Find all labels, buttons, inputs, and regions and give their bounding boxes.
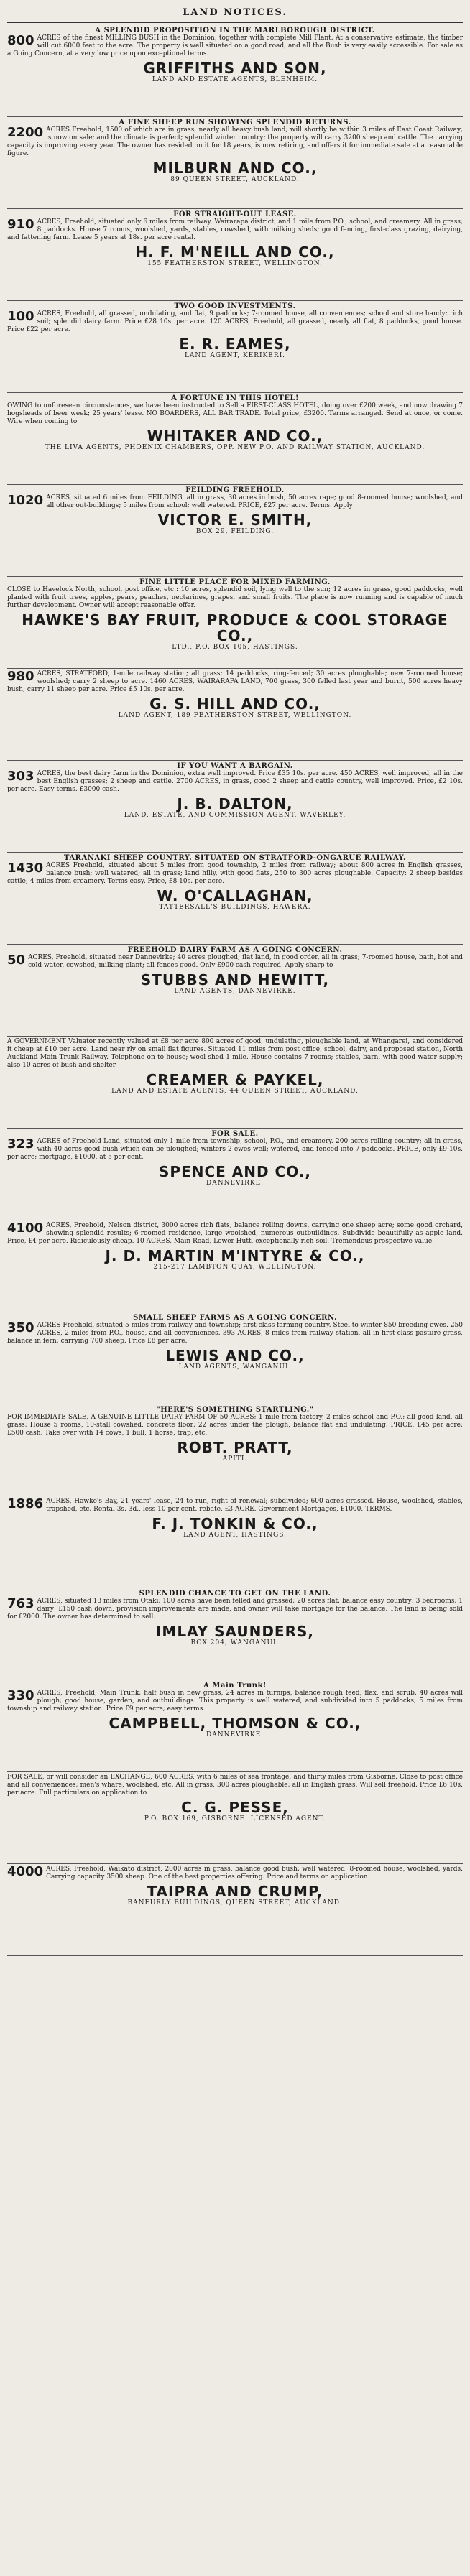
ad-lead-figure: 323	[7, 1136, 34, 1152]
ad-headline: FOR STRAIGHT-OUT LEASE.	[173, 210, 297, 218]
ad-agent-name: LEWIS AND CO.,	[165, 1347, 305, 1364]
ad-body	[7, 218, 463, 242]
ad-headline: TWO GOOD INVESTMENTS.	[174, 302, 296, 310]
ad-lead-figure: 910	[7, 217, 34, 232]
ad-agent-address: TATTERSALL'S BUILDINGS, HAWERA.	[159, 904, 311, 911]
ad-text: ACRES, STRATFORD, 1-mile railway station; all grass; 14 paddocks, ring-fenced; 30 acres ploughable; new 7-roomed house; woolshed; carry 2 sheep to acre. 1460 ACRES, WAIRARAPA LAND, 700 grass, 300 felled last year and burnt, 500 acres heavy bush; carry 11 sheep per acre. Price £5 10s. per acre.	[7, 670, 463, 693]
ad-lead-figure: 330	[7, 1688, 34, 1703]
ad-body	[7, 310, 463, 334]
ad-headline: SMALL SHEEP FARMS AS A GOING CONCERN.	[133, 1314, 337, 1322]
classified-ad	[7, 25, 463, 117]
ad-body	[7, 1222, 463, 1246]
ad-agent-address: LAND AND ESTATE AGENTS, BLENHEIM.	[152, 76, 318, 83]
ad-text: ACRES, Freehold, Waikato district, 2000 acres in grass, balance good bush; well watered; 8-roomed house, woolshed, yards. Carrying capacity 3500 sheep. One of the best properties offering. Price and terms on application.	[46, 1866, 463, 1881]
classified-ad	[7, 1680, 463, 1772]
ad-agent-name: TAIPRA AND CRUMP,	[147, 1883, 323, 1900]
ad-body	[7, 402, 463, 426]
ad-text: ACRES, Freehold, situated only 6 miles from railway, Wairarapa district, and 1 mile from P.O., school, and creamery. All in grass; 8 paddocks. House 7 rooms, woolshed, yards, stables, cowshed, with milking sheds; good fencing, first-class grazing, dairying, and fattening farm. Lease 5 years at 18s. per acre rental.	[7, 218, 463, 241]
classified-ad	[7, 1220, 463, 1312]
ad-agent-name: ROBT. PRATT,	[177, 1439, 293, 1456]
ad-agent-address: DANNEVIRKE.	[206, 1731, 264, 1738]
ad-agent-address: LTD., P.O. BOX 105, HASTINGS.	[172, 644, 298, 651]
ad-agent-name: SPENCE AND CO.,	[159, 1163, 311, 1180]
ad-body	[7, 494, 463, 510]
ad-lead-figure: 1020	[7, 493, 44, 508]
ad-body	[7, 1414, 463, 1437]
divider	[7, 22, 463, 23]
ad-agent-name: WHITAKER AND CO.,	[147, 427, 323, 445]
ad-headline: FOR SALE.	[211, 1130, 259, 1138]
ad-agent-name: STUBBS AND HEWITT,	[140, 971, 330, 988]
ad-agent-name: C. G. PESSE,	[181, 1799, 289, 1816]
ad-lead-figure: 1886	[7, 1496, 44, 1511]
classified-ad	[7, 945, 463, 1037]
ad-agent-name: IMLAY SAUNDERS,	[155, 1623, 314, 1640]
ad-headline: TARANAKI SHEEP COUNTRY. SITUATED ON STRATFORD-ONGARUE RAILWAY.	[63, 854, 406, 862]
ads-column	[7, 25, 463, 1956]
ad-lead-figure: 800	[7, 33, 34, 48]
page-title: LAND NOTICES.	[183, 7, 287, 18]
ad-text: ACRES, Freehold, situated near Dannevirke; 40 acres ploughed; flat land, in good order, all in grass; 7-roomed house, bath, hot and cold water, cowshed, milking plant; all fences good. Only £900 cash required. Apply sharp to	[28, 954, 463, 969]
classified-ad	[7, 1404, 463, 1496]
ad-headline: FINE LITTLE PLACE FOR MIXED FARMING.	[139, 578, 331, 586]
ad-agent-address: LAND AGENTS, WANGANUI.	[178, 1363, 292, 1371]
ad-agent-name: HAWKE'S BAY FRUIT, PRODUCE & COOL STORAGE CO.,	[22, 611, 448, 644]
classified-ad	[7, 853, 463, 945]
ad-body	[7, 1866, 463, 1881]
ad-headline: A FORTUNE IN THIS HOTEL!	[171, 394, 299, 402]
classified-ad	[7, 577, 463, 669]
ad-headline: IF YOU WANT A BARGAIN.	[177, 762, 293, 770]
ad-agent-name: VICTOR E. SMITH,	[157, 511, 313, 529]
ad-headline: SPLENDID CHANCE TO GET ON THE LAND.	[139, 1590, 331, 1598]
ad-lead-figure: 4100	[7, 1220, 44, 1236]
ad-agent-address: THE LIVA AGENTS, PHOENIX CHAMBERS, OPP. NEW P.O. AND RAILWAY STATION, AUCKLAND.	[45, 444, 425, 451]
ad-text: FOR IMMEDIATE SALE, A GENUINE LITTLE DAIRY FARM OF 50 ACRES; 1 mile from factory, 2 miles school and P.O.; all good land, all grass; House 5 rooms, 10-stall cowshed, concrete floor; 22 acres under the plough, balance flat and undulating. PRICE, £45 per acre; £500 cash. Take over with 14 cows, 1 bull, 1 horse, trap, etc.	[7, 1414, 463, 1437]
ad-agent-address: P.O. BOX 169, GISBORNE. LICENSED AGENT.	[144, 1815, 326, 1822]
ad-agent-address: LAND, ESTATE, AND COMMISSION AGENT, WAVERLEY.	[124, 812, 346, 819]
ad-lead-figure: 1430	[7, 861, 44, 876]
ad-agent-address: LAND AGENT, KERIKERI.	[184, 352, 286, 359]
ad-lead-figure: 100	[7, 309, 34, 324]
ad-agent-name: W. O'CALLAGHAN,	[157, 887, 313, 904]
ad-lead-figure: 350	[7, 1320, 34, 1335]
ad-headline: FREEHOLD DAIRY FARM AS A GOING CONCERN.	[127, 946, 343, 954]
ad-agent-name: CREAMER & PAYKEL,	[146, 1071, 324, 1088]
ad-body	[7, 126, 463, 158]
classified-ad	[7, 761, 463, 853]
ad-body	[7, 1322, 463, 1345]
classified-ad	[7, 393, 463, 485]
ad-text: ACRES, situated 13 miles from Otaki; 100 acres have been felled and grassed; 20 acres flat; balance easy country; 3 bedrooms; 1 dairy; £150 cash down, provision improvements are made, and owner will take mortgage for the balance. The land is being sold for £2000. The owner has determined to sell.	[7, 1598, 463, 1621]
classified-ad	[7, 1772, 463, 1864]
ad-text: ACRES, the best dairy farm in the Dominion, extra well improved. Price £35 10s. per acre. 450 ACRES, well improved, all in the best English grasses; 2 sheep and cattle. 2700 ACRES, in grass, good 2 sheep and cattle country, well improved. Price, £2 10s. per acre. Easy terms. £3000 cash.	[7, 770, 463, 793]
ad-text: OWING to unforeseen circumstances, we have been instructed to Sell a FIRST-CLASS HOTEL, doing over £200 week, and now drawing 7 hogsheads of beer week; 25 years' lease. NO BOARDERS, ALL BAR TRADE. Total price, £3200. Terms arranged. Send at once, or come. Wire when coming to	[7, 402, 463, 425]
classified-ad	[7, 1864, 463, 1956]
ad-headline: A FINE SHEEP RUN SHOWING SPLENDID RETURNS.	[119, 119, 351, 126]
classified-ad	[7, 117, 463, 209]
ad-lead-figure: 4000	[7, 1864, 44, 1879]
ad-text: A GOVERNMENT Valuator recently valued at £8 per acre 800 acres of good, undulating, ploughable land, at Whangarei, and considered it cheap at £10 per acre. Land near rly on small flat figures. Situated 11 miles from post office, school, dairy, and proposed station, North Auckland Main Trunk Railway. Telephone on to house; wool shed 1 mile. House contains 7 rooms; stables, barn, with good water supply; also 10 acres of bush and shelter.	[7, 1038, 463, 1069]
ad-text: ACRES, situated 6 miles from FEILDING, all in grass, 30 acres in bush, 50 acres rape; good 8-roomed house; woolshed, and all other out-buildings; 5 miles from school; well watered. PRICE, £27 per acre. Terms. Apply	[46, 494, 463, 509]
ad-text: ACRES, Hawke's Bay, 21 years' lease, 24 to run, right of renewal; subdivided; 600 acres grassed. House, woolshed, stables, trapshed, etc. Rental 3s. 3d., less 10 per cent. rebate. £3 ACRE. Government Mortgages, £1000. TERMS.	[46, 1498, 463, 1513]
ad-text: ACRES Freehold, 1500 of which are in grass; nearly all heavy bush land; will shortly be within 3 miles of East Coast Railway; is now on sale; and the climate is perfect; splendid winter country; the property will carry 3200 sheep and cattle. The carrying capacity is improving every year. The owner has resided on it for 18 years, is now retiring, and offers it for immediate sale at a reasonable figure.	[7, 126, 463, 157]
ad-lead-figure: 763	[7, 1596, 34, 1611]
ad-lead-figure: 50	[7, 953, 26, 968]
ad-agent-address: LAND AGENTS, DANNEVIRKE.	[174, 988, 296, 995]
ad-text: ACRES, Freehold, Main Trunk; half bush in new grass, 24 acres in turnips, balance rough feed, flax, and scrub. 40 acres will plough; good house, garden, and outbuildings. This property is well watered, and subdivided into 5 paddocks; 5 miles from township and railway station. Price £9 per acre; easy terms.	[7, 1690, 463, 1713]
ad-text: FOR SALE, or will consider an EXCHANGE, 600 ACRES, with 6 miles of sea frontage, and thirty miles from Gisborne. Close to post office and all conveniences; men's whare, woolshed, etc. All in grass, 300 acres ploughable; all in English grass. Will sell freehold. Price £6 10s. per acre. Full particulars on application to	[7, 1774, 463, 1797]
ad-agent-address: DANNEVIRKE.	[206, 1180, 264, 1187]
ad-headline: "HERE'S SOMETHING STARTLING."	[156, 1406, 314, 1414]
ad-text: ACRES, Freehold, Nelson district, 3000 acres rich flats, balance rolling downs, carrying one sheep acre; some good orchard, showing splendid results; 6-roomed residence, large woolshed, numerous outbuildings. Subdivide beautifully as apple land. Price, £4 per acre. Ridiculously cheap. 10 ACRES, Main Road, Lower Hutt, exceptionally rich soil. Tremendous prospective value.	[7, 1222, 463, 1245]
ad-agent-name: GRIFFITHS AND SON,	[143, 60, 327, 77]
ad-agent-name: H. F. M'NEILL AND CO.,	[135, 244, 335, 261]
ad-agent-name: CAMPBELL, THOMSON & CO.,	[109, 1715, 361, 1732]
ad-body	[7, 1690, 463, 1713]
ad-headline: A Main Trunk!	[203, 1682, 267, 1690]
ad-agent-address: BOX 29, FEILDING.	[195, 528, 275, 535]
classified-ad	[7, 485, 463, 577]
ad-agent-address: 215-217 LAMBTON QUAY, WELLINGTON.	[153, 1264, 317, 1271]
ad-agent-address: 155 FEATHERSTON STREET, WELLINGTON.	[147, 260, 323, 267]
ad-headline: A SPLENDID PROPOSITION IN THE MARLBOROUGH DISTRICT.	[95, 27, 375, 34]
ad-agent-address: LAND AND ESTATE AGENTS, 44 QUEEN STREET, AUCKLAND.	[111, 1088, 359, 1095]
ad-body	[7, 1774, 463, 1797]
ad-agent-address: BANFURLY BUILDINGS, QUEEN STREET, AUCKLAND.	[127, 1899, 343, 1906]
ad-body	[7, 670, 463, 694]
classified-ad	[7, 1496, 463, 1588]
ad-text: CLOSE to Havelock North, school, post office, etc.: 10 acres, splendid soil, lying well to the sun; 12 acres in grass, good paddocks, well planted with fruit trees, apples, pears, peaches, nectarines, grapes, and small fruits. The place is now running and is capable of much further development. Owner will accept reasonable offer.	[7, 586, 463, 609]
ad-body	[7, 1038, 463, 1070]
ad-lead-figure: 980	[7, 669, 34, 684]
land-notices-page	[7, 7, 463, 2562]
ad-agent-address: 89 QUEEN STREET, AUCKLAND.	[170, 176, 300, 183]
ad-body	[7, 1138, 463, 1162]
ad-text: ACRES Freehold, situated about 5 miles from good township, 2 miles from railway; about 800 acres in English grasses, balance bush; well watered; all in grass; land hilly, with good flats, 250 to 300 acres ploughable. Capacity: 2 sheep besides cattle; 4 miles from creamery. Terms easy. Price, £8 10s. per acre.	[7, 862, 463, 885]
ad-agent-address: BOX 204, WANGANUI.	[190, 1639, 280, 1646]
ad-agent-name: J. B. DALTON,	[177, 795, 293, 812]
ad-lead-figure: 2200	[7, 125, 44, 140]
ad-body	[7, 34, 463, 58]
ad-agent-name: F. J. TONKIN & CO.,	[152, 1515, 318, 1532]
classified-ad	[7, 1037, 463, 1129]
ad-body	[7, 954, 463, 970]
classified-ad	[7, 1129, 463, 1220]
classified-ad	[7, 209, 463, 301]
ad-lead-figure: 303	[7, 769, 34, 784]
ad-body	[7, 586, 463, 610]
classified-ad	[7, 301, 463, 393]
ad-headline: FEILDING FREEHOLD.	[185, 486, 285, 494]
ad-agent-address: LAND AGENT, HASTINGS.	[183, 1532, 287, 1539]
classified-ad	[7, 1588, 463, 1680]
ad-text: ACRES, Freehold, all grassed, undulating, and flat, 9 paddocks; 7-roomed house, all conveniences; school and store handy; rich soil; splendid dairy farm. Price £28 10s. per acre. 120 ACRES, Freehold, all grassed, nearly all flat, 8 paddocks, good house. Price £22 per acre.	[7, 310, 463, 333]
ad-agent-name: MILBURN AND CO.,	[152, 159, 318, 177]
ad-text: ACRES of Freehold Land, situated only 1-mile from township, school, P.O., and creamery. 200 acres rolling country; all in grass, with 40 acres good bush which can be ploughed; winters 2 ewes well; watered, and fenced into 7 paddocks. PRICE, only £9 10s. per acre; mortgage, £1000, at 5 per cent.	[7, 1138, 463, 1161]
ad-agent-address: LAND AGENT, 189 FEATHERSTON STREET, WELLINGTON.	[118, 712, 352, 719]
ad-agent-name: G. S. HILL AND CO.,	[149, 695, 321, 713]
ad-body	[7, 862, 463, 886]
ad-text: ACRES of the finest MILLING BUSH in the Dominion, together with complete Mill Plant. At a conservative estimate, the timber will cut 6000 feet to the acre. The property is well situated on a good road, and all the Bush is very easily accessible. For sale as a Going Concern, at a very low price upon exceptional terms.	[7, 34, 463, 57]
ad-agent-address: APITI.	[222, 1455, 248, 1463]
classified-ad	[7, 669, 463, 761]
ad-body	[7, 1598, 463, 1621]
ad-body	[7, 770, 463, 794]
ad-text: ACRES Freehold, situated 5 miles from railway and township; first-class farming country. Steel to winter 850 breeding ewes. 250 ACRES, 2 miles from P.O., house, and all conveniences. 393 ACRES, 8 miles from railway station, all in first-class pasture grass, balance in fern; carrying 700 sheep. Price £8 per acre.	[7, 1322, 463, 1345]
ad-agent-name: J. D. MARTIN M'INTYRE & CO.,	[105, 1247, 365, 1264]
ad-agent-name: E. R. EAMES,	[179, 335, 291, 353]
classified-ad	[7, 1312, 463, 1404]
ad-body	[7, 1498, 463, 1514]
